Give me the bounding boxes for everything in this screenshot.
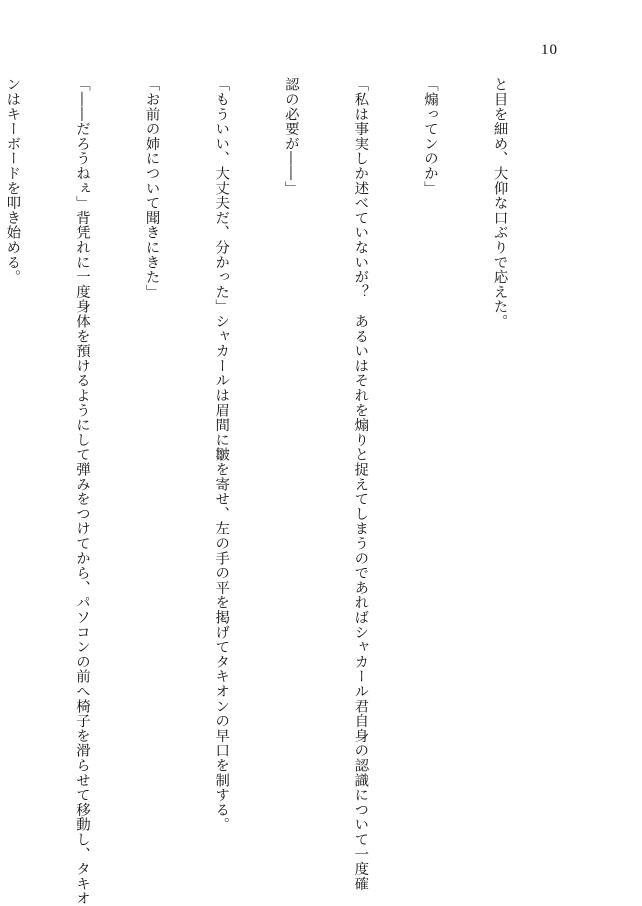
- text-line: 「もういい、大丈夫だ、分かった」シャカールは眉間に皺を寄せ、左の手の平を掲げてタキオンの早口を制する。: [213, 77, 230, 832]
- text-line: ンはキーボードを叩き始める。: [4, 77, 21, 285]
- text-line: と目を細め、大仰な口ぶりで応えた。: [491, 77, 508, 329]
- text-line: 「煽ってンのか」: [421, 77, 438, 196]
- text-line: 「お前の姉について聞きにきた」: [143, 77, 160, 299]
- text-line: 「私は事実しか述べていないが？ あるいはそれを煽りと捉えてしまうのであればシャカール君自身の認識について一度確: [352, 77, 369, 891]
- text-line: 認の必要が――」: [282, 77, 299, 196]
- page-number: 10: [541, 42, 558, 58]
- body-text: [4, 77, 557, 906]
- text-line: 「――だろうねぇ」背凭れに一度身体を預けるようにして弾みをつけてから、パソコンの前へ椅子を滑らせて移動し、タキオ: [73, 77, 90, 906]
